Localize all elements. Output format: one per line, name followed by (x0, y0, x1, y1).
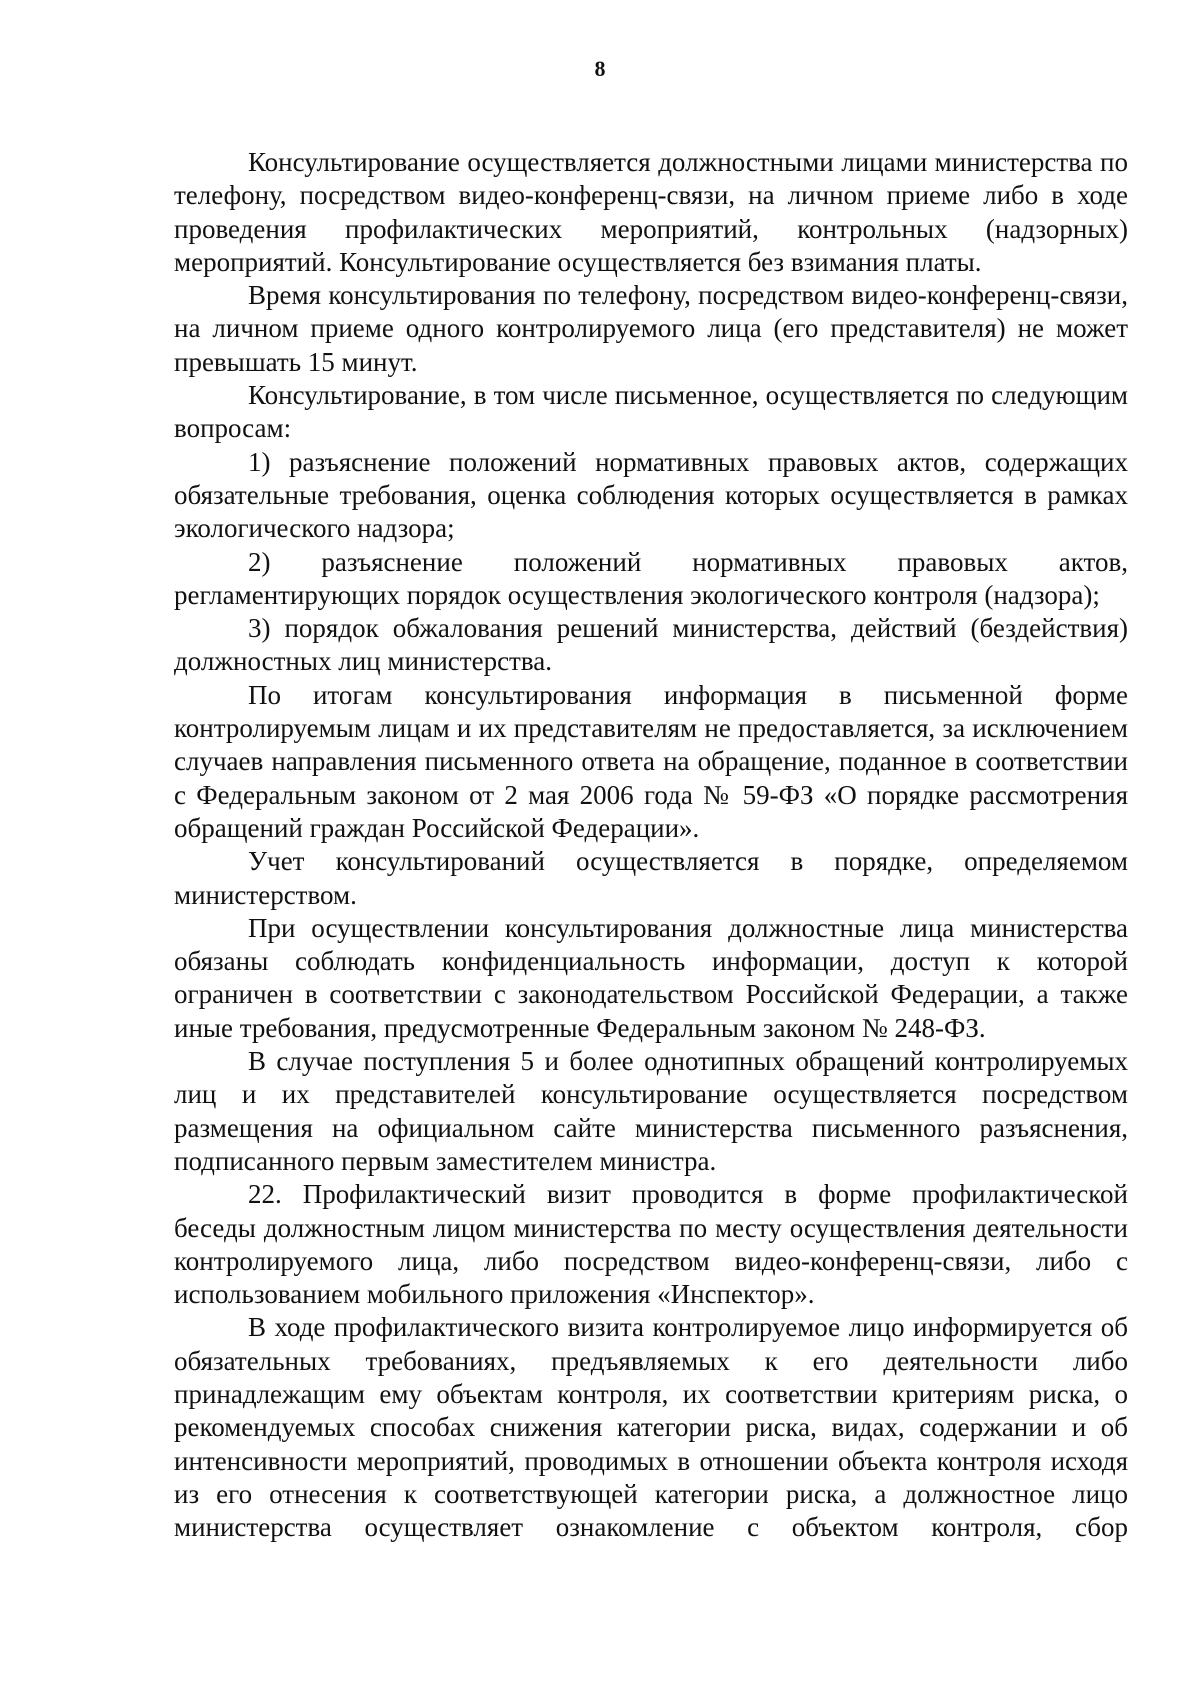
paragraph-written-response: По итогам консультирования информация в письменной форме контролируемым лицам и их представителям не предоставляется, за исключением случаев направления письменного ответа на обращение, поданное в соответствии с Федеральным законом от 2 мая 2006 года № 59-ФЗ «О порядке рассмотрения обращений граждан Российской Федерации». (174, 679, 1128, 843)
paragraph-preventive-visit: 22. Профилактический визит проводится в форме профилактической беседы должностным лицом министерства по месту осуществления деятельности контролируемого лица, либо посредством видео-конференц-связи, либо с использованием мобильного приложения «Инспектор». (174, 1179, 1128, 1310)
paragraph-similar-requests: В случае поступления 5 и более однотипных обращений контролируемых лиц и их представителей консультирование осуществляется посредством размещения на официальном сайте министерства письменного разъяснения, подписанного первым заместителем министра. (174, 1046, 1128, 1176)
list-item-1: 1) разъяснение положений нормативных правовых актов, содержащих обязательные требования, оценка соблюдения которых осуществляется в рамках экологического надзора; (174, 446, 1128, 544)
paragraph-consultation-methods: Консультирование осуществляется должностными лицами министерства по телефону, посредством видео-конференц-связи, на личном приеме либо в ходе проведения профилактических мероприятий, контрольных (надзорных) мероприятий. Консультирование осуществляется без взимания платы. (174, 147, 1128, 277)
paragraph-confidentiality: При осуществлении консультирования должностные лица министерства обязаны соблюдать конфиденциальность информации, доступ к которой ограничен в соответствии с законодательством Российской Федерации, а также иные требования, предусмотренные Федеральным законом № 248-ФЗ. (174, 912, 1128, 1043)
paragraph-visit-content: В ходе профилактического визита контролируемое лицо информируется об обязательных требованиях, предъявляемых к его деятельности либо принадлежащим ему объектам контроля, их соответствии критериям риска, о рекомендуемых способах снижения категории риска, видах, содержании и об интенсивности мероприятий, проводимых в отношении объекта контроля исходя из его отнесения к соответствующей категории риска, а должностное лицо министерства осуществляет ознакомление с объектом контроля, сбор (174, 1312, 1128, 1543)
paragraph-consultation-topics: Консультирование, в том числе письменное, осуществляется по следующим вопросам: (174, 380, 1128, 444)
list-item-3: 3) порядок обжалования решений министерства, действий (бездействия) должностных лиц министерства. (174, 613, 1128, 677)
page-number: 8 (594, 56, 606, 81)
document-body (174, 146, 1128, 1544)
list-item-2: 2) разъяснение положений нормативных правовых актов, регламентирующих порядок осуществления экологического контроля (надзора); (174, 546, 1128, 610)
paragraph-consultation-record: Учет консультирований осуществляется в порядке, определяемом министерством. (174, 846, 1128, 910)
paragraph-consultation-time: Время консультирования по телефону, посредством видео-конференц-связи, на личном приеме одного контролируемого лица (его представителя) не может превышать 15 минут. (174, 280, 1128, 377)
